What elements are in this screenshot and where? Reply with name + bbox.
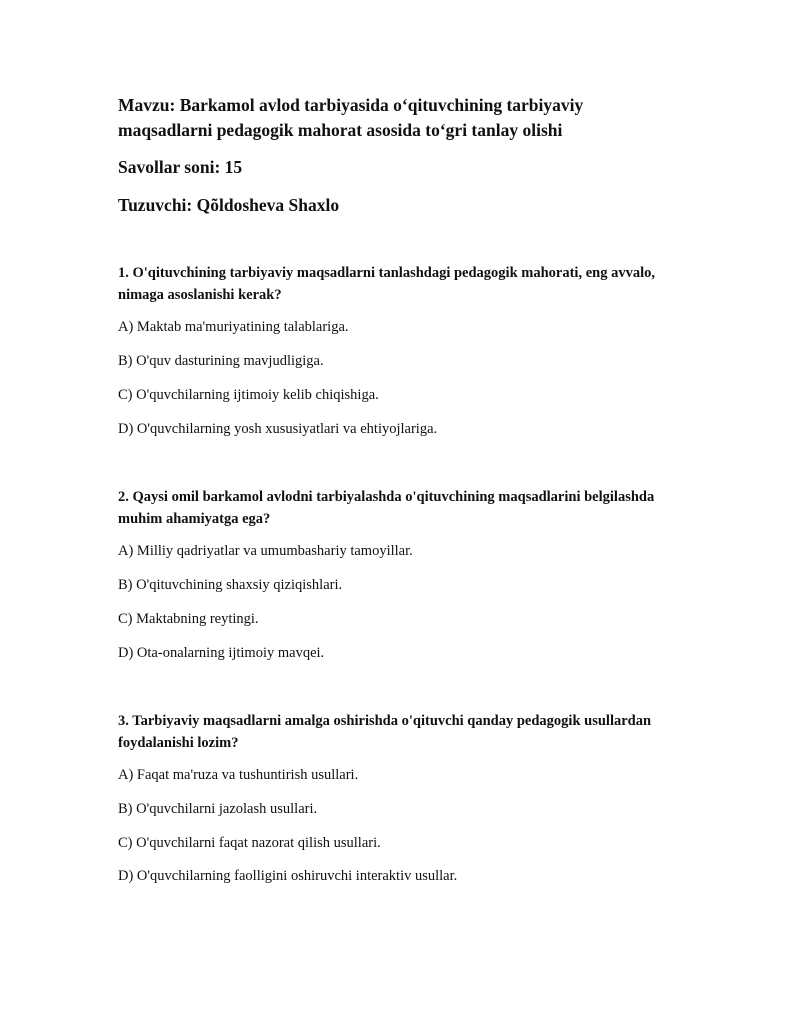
- answer-option: B) O'quv dasturining mavjudligiga.: [118, 353, 324, 369]
- answer-option: B) O'qituvchining shaxsiy qiziqishlari.: [118, 577, 343, 593]
- answer-option: C) O'quvchilarning ijtimoiy kelib chiqishiga.: [118, 387, 379, 403]
- answer-option: B) O'quvchilarni jazolash usullari.: [118, 801, 318, 817]
- answer-option: C) O'quvchilarni faqat nazorat qilish usullari.: [118, 835, 381, 851]
- question-text: 2. Qaysi omil barkamol avlodni tarbiyalashda o'qituvchining maqsadlarini belgilashda muhim ahamiyatga ega?: [118, 489, 655, 527]
- question-3: [118, 710, 678, 754]
- answer-option: A) Faqat ma'ruza va tushuntirish usullari.: [118, 767, 359, 783]
- answer-option: D) Ota-onalarning ijtimoiy mavqei.: [118, 645, 325, 661]
- author: Tuzuvchi: Qõldosheva Shaxlo: [118, 195, 340, 215]
- question-count: Savollar soni: 15: [118, 157, 243, 177]
- answer-option: A) Maktab ma'muriyatining talablariga.: [118, 319, 349, 335]
- answer-option: A) Milliy qadriyatlar va umumbashariy tamoyillar.: [118, 543, 413, 559]
- question-text: 3. Tarbiyaviy maqsadlarni amalga oshirishda o'qituvchi qanday pedagogik usullardan foydalanishi lozim?: [118, 713, 652, 751]
- answer-option: C) Maktabning reytingi.: [118, 611, 259, 627]
- question-text: 1. O'qituvchining tarbiyaviy maqsadlarni tanlashdagi pedagogik mahorati, eng avvalo, nimaga asoslanishi kerak?: [118, 265, 655, 303]
- document-title: Mavzu: Barkamol avlod tarbiyasida o‘qituvchining tarbiyaviy maqsadlarni pedagogik mahorat asosida to‘gri tanlay olishi: [118, 95, 584, 140]
- question-2: [118, 486, 678, 530]
- answer-option: D) O'quvchilarning faolligini oshiruvchi interaktiv usullar.: [118, 868, 458, 884]
- answer-option: D) O'quvchilarning yosh xususiyatlari va ehtiyojlariga.: [118, 421, 438, 437]
- question-1: [118, 262, 678, 306]
